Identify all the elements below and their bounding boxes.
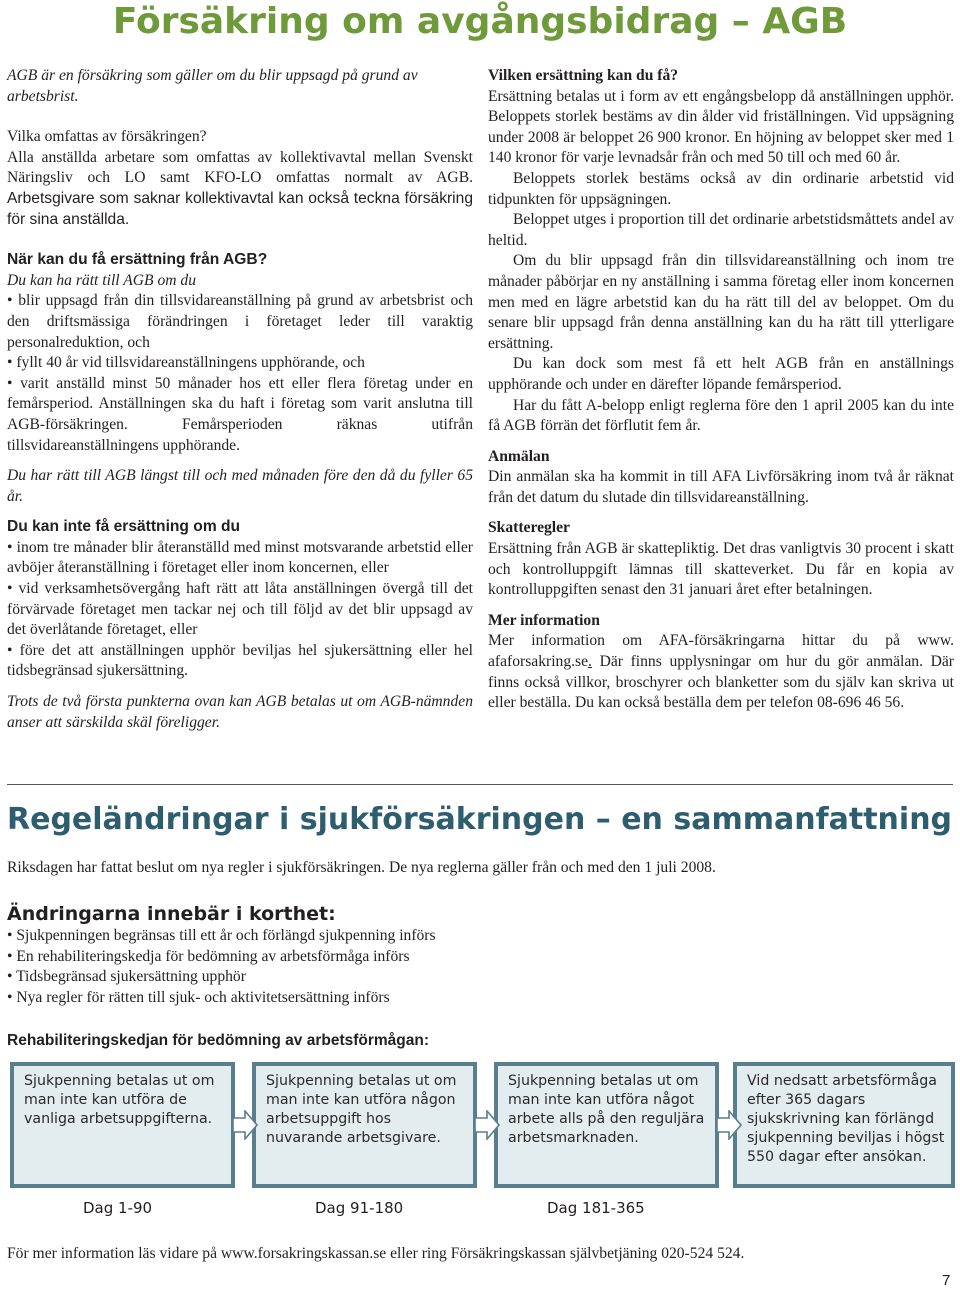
list-item: • Nya regler för rätten till sjuk- och aktivitetsersättning införs: [7, 988, 390, 1006]
notify-heading: Anmälan: [488, 447, 550, 465]
day-label: Dag 1-90: [83, 1199, 153, 1217]
chain-heading: Rehabiliteringskedjan för bedömning av arbetsförmågan:: [7, 1032, 430, 1049]
tax-text: Ersättning från AGB är skattepliktig. Det dras vanligtvis 30 procent i skatt och kontrolluppgift lämnas till skatteverket. Du får en kopia av kontrolluppgiften senast den 31 januari året efter betalningen.: [488, 540, 954, 599]
changes-heading: Ändringarna innebär i korthet:: [7, 903, 336, 925]
chain-step-text: Sjukpenning betalas ut om man inte kan utföra någon arbetsuppgift hos nuvarande arbetsgivare.: [266, 1073, 457, 1146]
agb-intro: AGB är en försäkring som gäller om du blir uppsagd på grund av arbetsbrist.: [7, 67, 418, 105]
amount-para: Beloppets storlek bestäms också av din ordinarie arbetstid vid tidpunkten för uppsägningen.: [488, 169, 954, 208]
more-text-1: Mer information om AFA-försäkringarna hittar du på www. afaforsakring.se: [488, 632, 954, 671]
arrow-right-icon: [716, 1110, 742, 1140]
amount-para: Du kan dock som mest få ett helt AGB från en anställnings upphörande och under en därefter löpande femårsperiod.: [488, 355, 954, 393]
when-item: • fyllt 40 år vid tillsvidareanställningens upphörande, och: [7, 354, 365, 372]
more-text: [488, 631, 954, 713]
chain-step-text: Sjukpenning betalas ut om man inte kan utföra något arbete alls på den reguljära arbetsmarknaden.: [508, 1073, 705, 1146]
covered-text: [7, 148, 473, 230]
amount-para: Har du fått A-belopp enligt reglerna före den 1 april 2005 kan du inte få AGB förrän det förflutit fem år.: [488, 396, 954, 435]
footer-text-2: eller ring Försäkringskassan självbetjäning 020-524 524.: [386, 1245, 745, 1262]
page-title: Försäkring om avgångsbidrag – AGB: [112, 1, 848, 42]
forsakringskassan-link[interactable]: www.forsakringskassan.se: [220, 1245, 387, 1262]
cannot-heading: Du kan inte få ersättning om du: [7, 518, 241, 536]
page-number: 7: [942, 1272, 951, 1289]
covered-heading: Vilka omfattas av försäkringen?: [7, 128, 207, 146]
cannot-item: • inom tre månader blir återanställd med minst motsvarande arbetstid eller avböjer återanställning i företaget eller inom koncernen, eller: [7, 538, 473, 577]
chain-step-1: [10, 1062, 235, 1188]
age-limit: Du har rätt till AGB längst till och med månaden före den då du fyller 65 år.: [7, 467, 473, 505]
arrow-right-icon: [474, 1110, 500, 1140]
afa-link[interactable]: .: [588, 653, 592, 671]
sick-intro: Riksdagen har fattat beslut om nya regler i sjukförsäkringen. De nya reglerna gäller från och med den 1 juli 2008.: [7, 859, 716, 876]
cannot-item: • vid verksamhetsövergång haft rätt att låta anställningen övergå till det förvärvade företaget men tackar nej och till följd av det blir uppsagd av det överlåtande företaget, eller: [7, 580, 473, 639]
arrow-right-icon: [232, 1110, 258, 1140]
amount-para: Om du blir uppsagd från din tillsvidareanställning och inom tre månader påbörjar en ny anställning i samma företag eller inom koncernen men med en lägre arbetstid kan du ha rätt till del av beloppet. Om du senare blir uppsagd från denna anställning kan du ha rätt till ytterligare ersättning.: [488, 252, 954, 352]
covered-text-2: Arbetsgivare som saknar kollektivavtal kan också teckna försäkring för sina anställda.: [7, 189, 473, 228]
when-item: • blir uppsagd från din tillsvidareanställning på grund av arbetsbrist och den driftsmässiga förändringen i företaget leder till varaktig personalreduktion, och: [7, 292, 473, 351]
more-text-2: Där finns upplysningar om hur du gör anmälan. Där finns också villkor, broschyrer och blanketter som du själv kan skriva ut eller beställa. Du kan också beställa dem per telefon 08-696 46 56.: [488, 653, 954, 712]
when-item: • varit anställd minst 50 månader hos ett eller flera företag under en femårsperiod. Anställningen ska du haft i företag som varit anslutna till AGB-försäkringen. Femårsperioden räknas utifrån tillsvidareanställningens upphörande.: [7, 374, 473, 454]
footer-note: [7, 1244, 744, 1264]
chain-step-text: Vid nedsatt arbetsförmåga efter 365 dagars sjukskrivning kan förlängd sjukpenning beviljas i högst 550 dagar efter ansökan.: [747, 1073, 945, 1165]
chain-step-text: Sjukpenning betalas ut om man inte kan utföra de vanliga arbetsuppgifterna.: [24, 1073, 215, 1127]
when-heading: När kan du få ersättning från AGB?: [7, 251, 268, 269]
amount-heading: Vilken ersättning kan du få?: [488, 67, 679, 84]
chain-step-3: [494, 1062, 719, 1188]
day-label: Dag 91-180: [315, 1199, 404, 1217]
list-item: • En rehabiliteringskedja för bedömning av arbetsförmåga införs: [7, 947, 410, 965]
footer-text-1: För mer information läs vidare på: [7, 1245, 221, 1262]
tax-heading: Skatteregler: [488, 519, 570, 537]
sick-title: Regeländringar i sjukförsäkringen – en sammanfattning: [7, 802, 953, 837]
amount-para: Beloppet utges i proportion till det ordinarie arbetstidsmåttets andel av heltid.: [488, 211, 954, 249]
agb-right-column: [488, 66, 954, 714]
when-lead: Du kan ha rätt till AGB om du: [7, 271, 196, 289]
day-label: Dag 181-365: [547, 1199, 645, 1217]
amount-para: Ersättning betalas ut i form av ett engångsbelopp då anställningen upphör. Beloppets storlek bestäms av din ålder vid friställningen. Vid uppsägning under 2008 är beloppet 26 900 kronor. En höjning av beloppet sker med 1 140 kronor för varje levnadsår från och med 50 till och med 60 år.: [488, 87, 954, 167]
notify-text: Din anmälan ska ha kommit in till AFA Livförsäkring inom två år räknat från det datum du slutade din tillsvidareanställning.: [488, 468, 954, 506]
more-heading: Mer information: [488, 611, 600, 629]
list-item: • Tidsbegränsad sjukersättning upphör: [7, 968, 246, 986]
exception-note: Trots de två första punkterna ovan kan AGB betalas ut om AGB-nämnden anser att särskilda skäl föreligger.: [7, 693, 473, 731]
cannot-item: • före det att anställningen upphör beviljas hel sjukersättning eller hel tidsbegränsad sjukersättning.: [7, 641, 473, 680]
chain-step-2: [252, 1062, 477, 1188]
chain-step-4: [733, 1062, 955, 1188]
agb-left-column: [7, 66, 473, 733]
section-divider: [7, 784, 953, 785]
changes-list: [7, 926, 436, 1008]
list-item: • Sjukpenningen begränsas till ett år och förlängd sjukpenning införs: [7, 927, 436, 944]
covered-text-1: Alla anställda arbetare som omfattas av kollektivavtal mellan Svenskt Näringsliv och LO samt KFO-LO omfattas normalt av AGB.: [7, 148, 473, 187]
